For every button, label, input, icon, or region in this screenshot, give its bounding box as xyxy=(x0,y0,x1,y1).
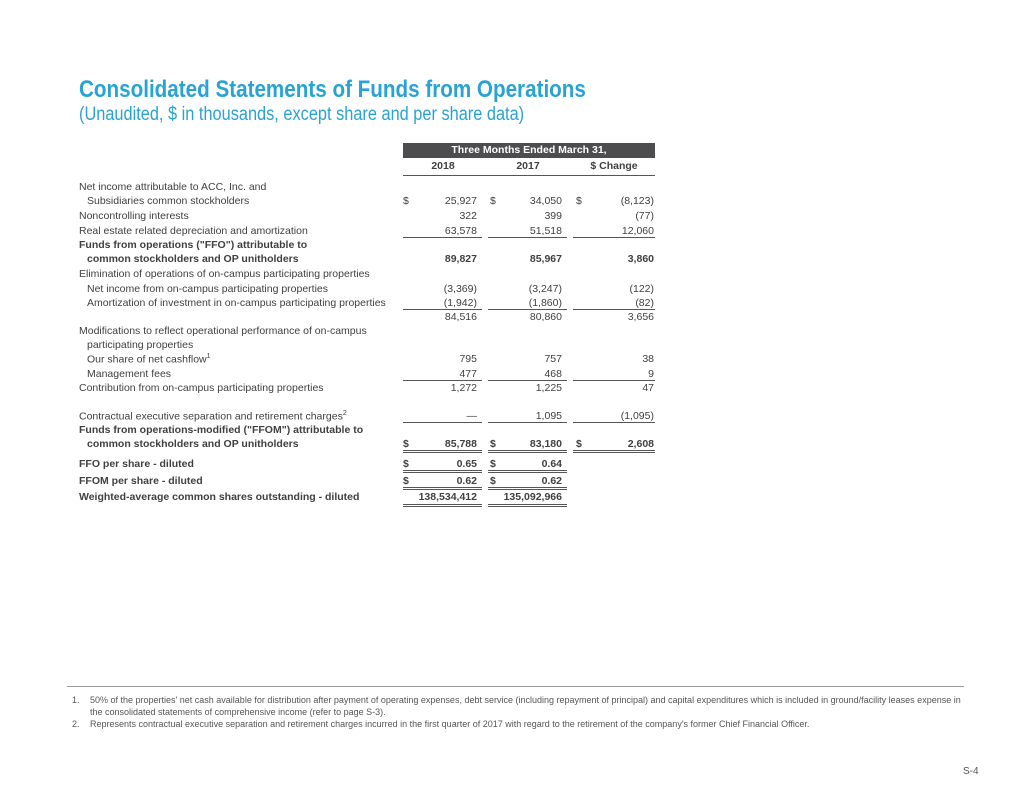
row-label xyxy=(79,410,347,423)
subtotal-rule xyxy=(573,422,655,423)
value-2018: (1,942) xyxy=(443,297,477,309)
value-2018: 138,534,412 xyxy=(418,491,477,503)
header-underline xyxy=(403,175,655,176)
subtotal-rule xyxy=(573,237,655,238)
row-label: common stockholders and OP unitholders xyxy=(87,253,299,265)
footnote-divider xyxy=(67,686,964,687)
row-label: Funds from operations-modified ("FFOM") attributable to xyxy=(79,424,364,436)
period-header: Three Months Ended March 31, xyxy=(403,143,655,158)
subtotal-rule xyxy=(488,380,567,381)
value-2018: 25,927 xyxy=(444,195,477,207)
total-double-rule xyxy=(403,470,482,473)
row-label xyxy=(87,353,211,366)
dollar-sign: $ xyxy=(576,438,582,450)
subtotal-rule xyxy=(403,237,482,238)
row-label: Real estate related depreciation and amortization xyxy=(79,225,308,237)
value-2018: 84,516 xyxy=(444,311,477,323)
dollar-sign: $ xyxy=(490,438,496,450)
value-change: 38 xyxy=(642,353,654,365)
value-2018: 0.62 xyxy=(456,475,477,487)
subtotal-rule xyxy=(403,309,482,310)
dollar-sign: $ xyxy=(403,458,409,470)
value-2018: 0.65 xyxy=(456,458,477,470)
footnote-number: 1. xyxy=(72,695,80,705)
subtotal-rule xyxy=(488,237,567,238)
value-2017: 135,092,966 xyxy=(503,491,562,503)
value-2018: 63,578 xyxy=(444,225,477,237)
cashflow-label: Our share of net cashflow xyxy=(87,353,207,366)
value-2018: 89,827 xyxy=(444,253,477,265)
value-2018: — xyxy=(466,410,477,422)
value-change: (8,123) xyxy=(620,195,654,207)
row-label: participating properties xyxy=(87,339,194,351)
total-double-rule xyxy=(403,450,482,453)
value-2017: (3,247) xyxy=(528,283,562,295)
value-2017: 51,518 xyxy=(529,225,562,237)
col-header-2017: 2017 xyxy=(516,160,540,172)
dollar-sign: $ xyxy=(403,475,409,487)
value-change: 3,656 xyxy=(627,311,654,323)
page-title: Consolidated Statements of Funds from Operations xyxy=(79,76,586,103)
value-2017: (1,860) xyxy=(528,297,562,309)
subtotal-rule xyxy=(573,309,655,310)
row-label: Noncontrolling interests xyxy=(79,210,189,222)
footnote-ref: 1 xyxy=(206,353,211,360)
value-2018: 477 xyxy=(459,368,477,380)
col-header-2018: 2018 xyxy=(431,160,455,172)
value-2018: 85,788 xyxy=(444,438,477,450)
row-label: FFO per share - diluted xyxy=(79,458,194,470)
value-2017: 399 xyxy=(544,210,562,222)
row-label: FFOM per share - diluted xyxy=(79,475,203,487)
total-double-rule xyxy=(488,504,567,507)
row-label: Subsidiaries common stockholders xyxy=(87,195,250,207)
value-2017: 83,180 xyxy=(529,438,562,450)
row-label: Net income from on-campus participating properties xyxy=(87,283,329,295)
value-change: 9 xyxy=(648,368,654,380)
total-double-rule xyxy=(488,487,567,490)
value-2017: 80,860 xyxy=(529,311,562,323)
separation-label: Contractual executive separation and retirement charges xyxy=(79,410,343,423)
value-change: (77) xyxy=(635,210,654,222)
row-label: Weighted-average common shares outstanding - diluted xyxy=(79,491,360,503)
subtotal-rule xyxy=(403,380,482,381)
subtotal-rule xyxy=(573,380,655,381)
footnote-ref: 2 xyxy=(342,410,347,417)
row-label: Elimination of operations of on-campus participating properties xyxy=(79,268,370,280)
total-double-rule xyxy=(403,487,482,490)
col-header-change: $ Change xyxy=(590,160,638,172)
footnote-text: 50% of the properties' net cash available for distribution after payment of operating expenses, debt service (including repayment of principal) and capital expenditures which is included in ground/facility leases expense in the consolidated statements of comprehensive income (refer to page S-3). xyxy=(90,695,961,717)
value-2017: 0.62 xyxy=(541,475,562,487)
subtotal-rule xyxy=(488,422,567,423)
subtotal-rule xyxy=(403,422,482,423)
dollar-sign: $ xyxy=(490,458,496,470)
row-label: Contribution from on-campus participating properties xyxy=(79,382,324,394)
total-double-rule xyxy=(488,450,567,453)
value-2017: 85,967 xyxy=(529,253,562,265)
value-2018: 795 xyxy=(459,353,477,365)
row-label: Amortization of investment in on-campus participating properties xyxy=(87,297,386,309)
page-subtitle: (Unaudited, $ in thousands, except share and per share data) xyxy=(79,104,525,125)
dollar-sign: $ xyxy=(490,195,496,207)
value-change: 12,060 xyxy=(621,225,654,237)
value-2018: 322 xyxy=(459,210,477,222)
footnote-text: Represents contractual executive separation and retirement charges incurred in the first quarter of 2017 with regard to the retirement of the company's former Chief Financial Officer. xyxy=(90,719,810,729)
value-2018: (3,369) xyxy=(443,283,477,295)
value-change: (1,095) xyxy=(620,410,654,422)
value-2017: 468 xyxy=(544,368,562,380)
dollar-sign: $ xyxy=(576,195,582,207)
value-2017: 1,225 xyxy=(535,382,562,394)
value-2017: 757 xyxy=(544,353,562,365)
value-2017: 0.64 xyxy=(541,458,562,470)
value-change: 3,860 xyxy=(627,253,654,265)
subtotal-rule xyxy=(488,309,567,310)
row-label: Funds from operations ("FFO") attributable to xyxy=(79,239,308,251)
value-change: (82) xyxy=(635,297,654,309)
row-label: common stockholders and OP unitholders xyxy=(87,438,299,450)
dollar-sign: $ xyxy=(403,438,409,450)
value-2017: 34,050 xyxy=(529,195,562,207)
footnote-number: 2. xyxy=(72,719,80,729)
value-change: (122) xyxy=(629,283,654,295)
total-double-rule xyxy=(573,450,655,453)
total-double-rule xyxy=(488,470,567,473)
row-label: Modifications to reflect operational performance of on-campus xyxy=(79,325,367,337)
page-number: S-4 xyxy=(963,766,979,777)
value-change: 47 xyxy=(642,382,654,394)
row-label: Management fees xyxy=(87,368,172,380)
value-2018: 1,272 xyxy=(450,382,477,394)
dollar-sign: $ xyxy=(403,195,409,207)
dollar-sign: $ xyxy=(490,475,496,487)
total-double-rule xyxy=(403,504,482,507)
value-change: 2,608 xyxy=(627,438,654,450)
value-2017: 1,095 xyxy=(535,410,562,422)
row-label: Net income attributable to ACC, Inc. and xyxy=(79,181,267,193)
